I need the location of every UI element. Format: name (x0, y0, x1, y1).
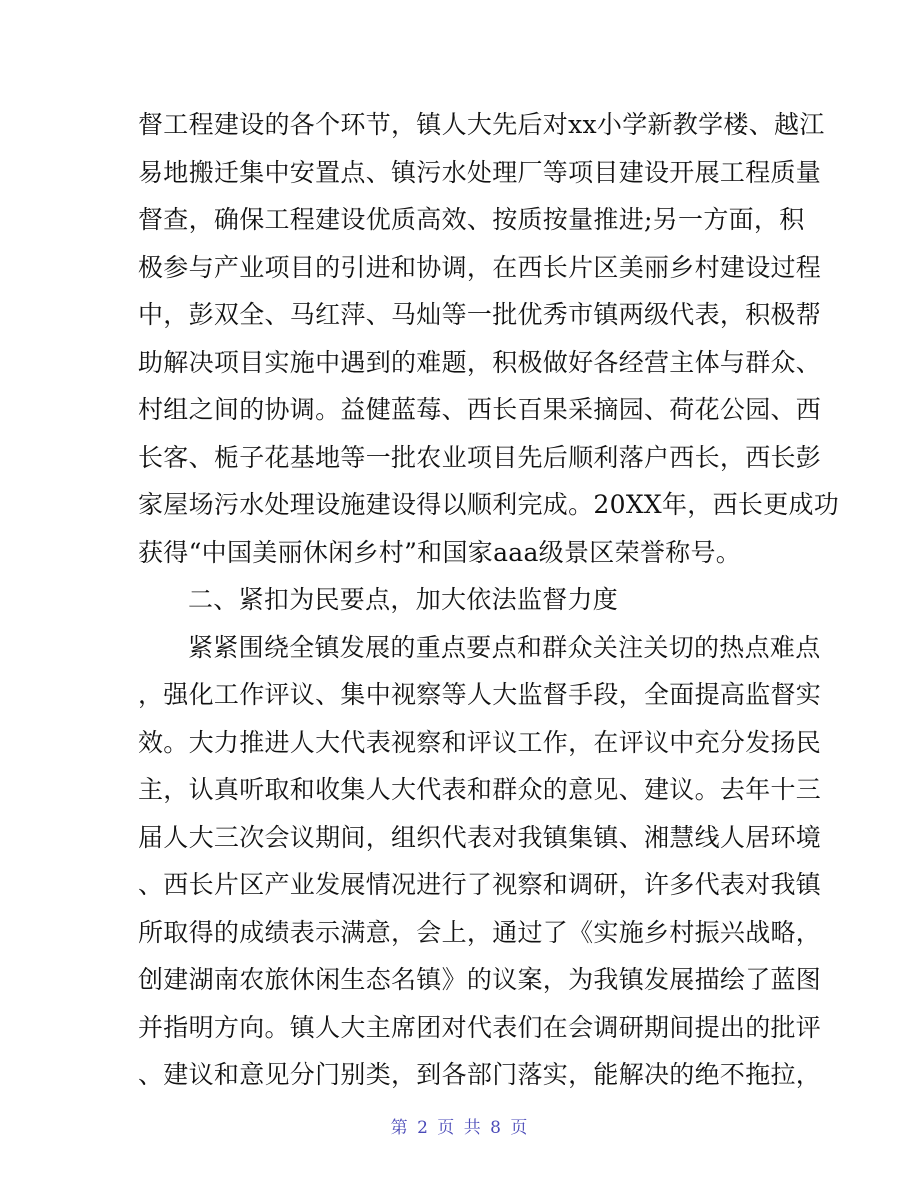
text-line: 长客、栀子花基地等一批农业项目先后顺利落户西长，西长彭 (138, 442, 822, 472)
text-line: 创建湖南农旅休闲生态名镇》的议案，为我镇发展描绘了蓝图 (138, 965, 822, 994)
text-line: 督查，确保工程建设优质高效、按质按量推进;另一方面，积 (138, 205, 805, 234)
text-line: 易地搬迁集中安置点、镇污水处理厂等项目建设开展工程质量 (138, 157, 822, 187)
text-line: 、建议和意见分门别类，到各部门落实，能解决的绝不拖拉， (138, 1060, 822, 1089)
text-line: ，强化工作评议、集中视察等人大监督手段，全面提高监督实 (138, 680, 822, 709)
text-line: 届人大三次会议期间，组织代表对我镇集镇、湘慧线人居环境 (138, 822, 822, 852)
text-line: 主，认真听取和收集人大代表和群众的意见、建议。去年十三 (138, 775, 822, 804)
text-line: 中，彭双全、马红萍、马灿等一批优秀市镇两级代表，积极帮 (138, 300, 822, 329)
text-line: 村组之间的协调。益健蓝莓、西长百果采摘园、荷花公园、西 (138, 395, 822, 424)
text-line: 、西长片区产业发展情况进行了视察和调研，许多代表对我镇 (138, 870, 822, 899)
document-body (138, 101, 840, 1099)
text-line: 督工程建设的各个环节，镇人大先后对xx小学新教学楼、越江 (138, 110, 825, 139)
text-line: 所取得的成绩表示满意，会上，通过了《实施乡村振兴战略， (138, 917, 822, 947)
text-line: 效。大力推进人大代表视察和评议工作，在评议中充分发扬民 (138, 727, 822, 757)
section-heading: 二、紧扣为民要点，加大依法监督力度 (188, 585, 619, 614)
text-line: 极参与产业项目的引进和协调，在西长片区美丽乡村建设过程 (138, 252, 822, 282)
text-line: 紧紧围绕全镇发展的重点要点和群众关注关切的热点难点 (188, 632, 821, 662)
page-number-footer: 第 2 页 共 8 页 (390, 1118, 530, 1138)
text-line: 助解决项目实施中遇到的难题，积极做好各经营主体与群众、 (138, 347, 822, 377)
text-line: 家屋场污水处理设施建设得以顺利完成。20XX年，西长更成功 (138, 490, 840, 519)
text-line: 获得“中国美丽休闲乡村”和国家aaa级景区荣誉称号。 (138, 537, 742, 567)
text-line: 并指明方向。镇人大主席团对代表们在会调研期间提出的批评 (138, 1012, 822, 1042)
